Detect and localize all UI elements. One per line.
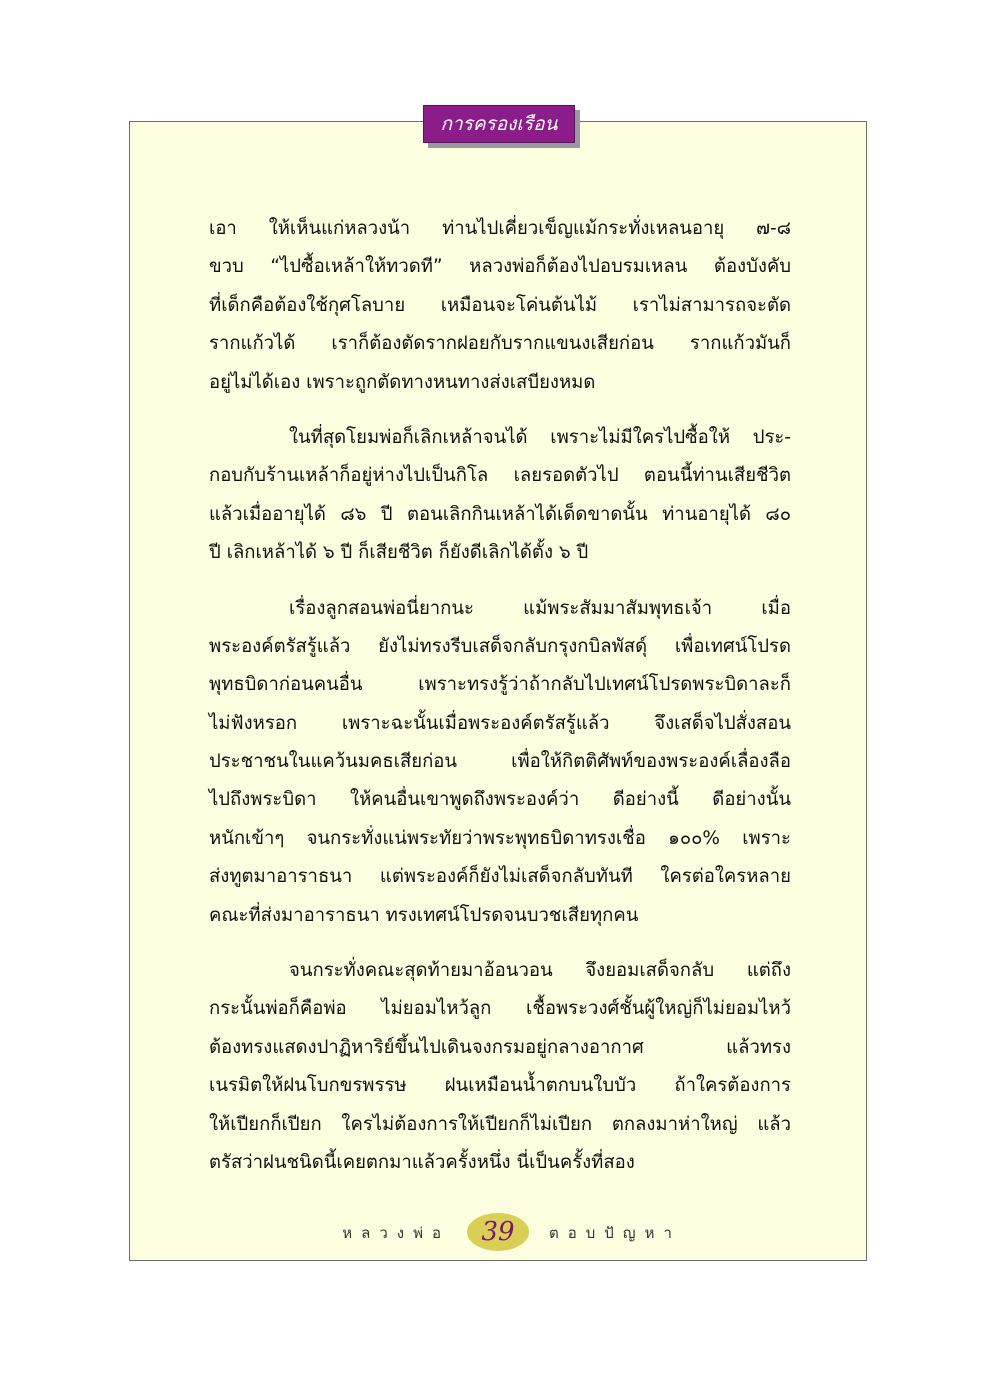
text-line: ประชาชนในแคว้นมคธเสียก่อน เพื่อให้กิตติศัพท์ของพระองค์เลื่องลือ — [209, 751, 791, 773]
text-line: เนรมิตให้ฝนโบกขรพรรษ ฝนเหมือนน้ำตกบนใบบัว ถ้าใครต้องการ — [209, 1075, 791, 1097]
text-line: ไปถึงพระบิดา ให้คนอื่นเขาพูดถึงพระองค์ว่า ดีอย่างนี้ ดีอย่างนั้น — [209, 789, 791, 811]
chapter-title-tab: การครองเรือน — [423, 105, 575, 143]
text-line: ไม่ฟังหรอก เพราะฉะนั้นเมื่อพระองค์ตรัสรู้แล้ว จึงเสด็จไปสั่งสอน — [209, 712, 791, 734]
paragraph-spacer — [209, 935, 791, 952]
page-number-badge: 39 — [467, 1213, 529, 1251]
text-line: พระองค์ตรัสรู้แล้ว ยังไม่ทรงรีบเสด็จกลับกรุงกบิลพัสดุ์ เพื่อเทศน์โปรด — [209, 635, 791, 657]
text-line: รากแก้วได้ เราก็ต้องตัดรากฝอยกับรากแขนงเสียก่อน รากแก้วมันก็ — [209, 333, 791, 355]
paragraph-spacer — [209, 402, 791, 419]
text-line: จนกระทั่งคณะสุดท้ายมาอ้อนวอน จึงยอมเสด็จกลับ แต่ถึง — [289, 960, 791, 982]
text-line: กอบกับร้านเหล้าก็อยู่ห่างไปเป็นกิโล เลยรอดตัวไป ตอนนี้ท่านเสียชีวิต — [209, 465, 791, 487]
paragraph-spacer — [209, 573, 791, 590]
text-line: ส่งทูตมาอาราธนา แต่พระองค์ก็ยังไม่เสด็จกลับทันที ใครต่อใครหลาย — [209, 866, 791, 888]
text-line: คณะที่ส่งมาอาราธนา ทรงเทศน์โปรดจนบวชเสียทุกคน — [209, 904, 639, 926]
text-line: ขวบ “ไปซื้อเหล้าให้ทวดที” หลวงพ่อก็ต้องไปอบรมเหลน ต้องบังคับ — [209, 256, 791, 278]
text-line: อยู่ไม่ได้เอง เพราะถูกตัดทางหนทางส่งเสบียงหมด — [209, 371, 596, 393]
text-line: ให้เปียกก็เปียก ใครไม่ต้องการให้เปียกก็ไม่เปียก ตกลงมาห่าใหญ่ แล้ว — [209, 1113, 791, 1135]
text-line: แล้วเมื่ออายุได้ ๘๖ ปี ตอนเลิกกินเหล้าได้เด็ดขาดนั้น ท่านอายุได้ ๘๐ — [209, 503, 791, 525]
paragraph-4 — [209, 952, 791, 1182]
paragraph-2 — [209, 419, 791, 573]
footer-book-title: หลวงพ่อ — [342, 1224, 450, 1242]
paragraph-3 — [209, 590, 791, 936]
text-line: กระนั้นพ่อก็คือพ่อ ไม่ยอมไหว้ลูก เชื้อพระวงศ์ชั้นผู้ใหญ่ก็ไม่ยอมไหว้ — [209, 998, 791, 1020]
page-footer — [129, 1211, 867, 1255]
text-line: ในที่สุดโยมพ่อก็เลิกเหล้าจนได้ เพราะไม่มีใครไปซื้อให้ ประ- — [289, 426, 791, 448]
text-line: หนักเข้าๆ จนกระทั่งแน่พระทัยว่าพระพุทธบิดาทรงเชื่อ ๑๐๐% เพราะ — [209, 827, 791, 849]
text-line: เรื่องลูกสอนพ่อนี่ยากนะ แม้พระสัมมาสัมพุทธเจ้า เมื่อ — [289, 597, 791, 619]
text-line: พุทธบิดาก่อนคนอื่น เพราะทรงรู้ว่าถ้ากลับไปเทศน์โปรดพระบิดาละก็ — [209, 674, 791, 696]
text-line: ต้องทรงแสดงปาฏิหาริย์ขึ้นไปเดินจงกรมอยู่กลางอากาศ แล้วทรง — [209, 1036, 791, 1058]
text-line: ที่เด็กคือต้องใช้กุศโลบาย เหมือนจะโค่นต้นไม้ เราไม่สามารถจะตัด — [209, 294, 791, 316]
text-line: ตรัสว่าฝนชนิดนี้เคยตกมาแล้วครั้งหนึ่ง นี่เป็นครั้งที่สอง — [209, 1151, 635, 1173]
body-text — [209, 210, 791, 1182]
text-line: ปี เลิกเหล้าได้ ๖ ปี ก็เสียชีวิต ก็ยังดีเลิกได้ตั้ง ๖ ปี — [209, 542, 589, 564]
text-line: เอา ให้เห็นแก่หลวงน้า ท่านไปเคี่ยวเข็ญแม้กระทั่งเหลนอายุ ๗-๘ — [209, 218, 791, 239]
paragraph-1 — [209, 210, 791, 402]
footer-book-subtitle: ตอบปัญหา — [549, 1224, 681, 1242]
